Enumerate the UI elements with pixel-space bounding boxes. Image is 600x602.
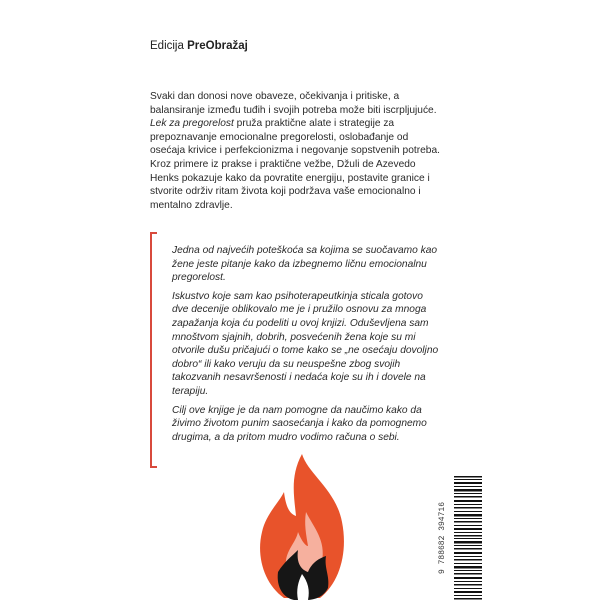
blurb-part1: Svaki dan donosi nove obaveze, očekivanja i pritiske, a balansiranje između tuđih i svojih potreba može biti iscrpljujuće. bbox=[150, 91, 437, 116]
flame-icon bbox=[250, 452, 354, 600]
edition-series: PreObražaj bbox=[187, 40, 248, 52]
blurb-part2: pruža praktične alate i strategije za prepoznavanje emocionalne pregorelosti, oslobađanje od osećaja krivice i perfekcionizma i negovanje sopstvenih potreba. Kroz primere iz prakse i praktične vežbe, Džuli de Azevedo Henks pokazuje kako da povratite energiju, postavite granice i stvorite održiv ritam života koji podržava vaše emocionalno i mentalno zdravlje. bbox=[150, 118, 440, 211]
quote-rule-bottom-tick bbox=[150, 466, 157, 468]
quote-paragraph: Cilj ove knjige je da nam pomogne da naučimo kako da živimo životom punim saosećanja i kako da pomognemo drugima, a da pritom mudro vodimo računa o sebi. bbox=[172, 404, 427, 443]
barcode bbox=[452, 474, 484, 602]
edition-label bbox=[150, 40, 248, 52]
quote-paragraph: Jedna od najvećih poteškoća sa kojima se suočavamo kao žene jeste pitanje kako da izbegnemo ličnu emocionalnu pregorelost. bbox=[172, 245, 438, 284]
quote-paragraph: Iskustvo koje sam kao psihoterapeutkinja sticala gotovo dve decenije oblikovalo me je i pružilo osnovu za mnoga zapažanja koja ću podeliti u ovoj knjizi. Oduševljena sam mnoštvom sjajnih, dobrih, posvećenih žena koje su mi otvorile dušu pričajući o tome kako se „ne osećaju dovoljno dobro“ ili kako veruju da su neuspešne zbog svojih takozvanih nesavršenosti i nedaća koje su ih i dovele na terapiju. bbox=[172, 290, 439, 397]
blurb-text bbox=[150, 90, 442, 212]
edition-prefix: Edicija bbox=[150, 40, 188, 52]
quote-rule bbox=[150, 232, 152, 468]
barcode-digits: 9 788682 394716 bbox=[438, 502, 447, 575]
quote-rule-top-tick bbox=[150, 232, 157, 234]
author-quote bbox=[172, 244, 440, 449]
blurb-book-title: Lek za pregorelost bbox=[150, 118, 234, 130]
